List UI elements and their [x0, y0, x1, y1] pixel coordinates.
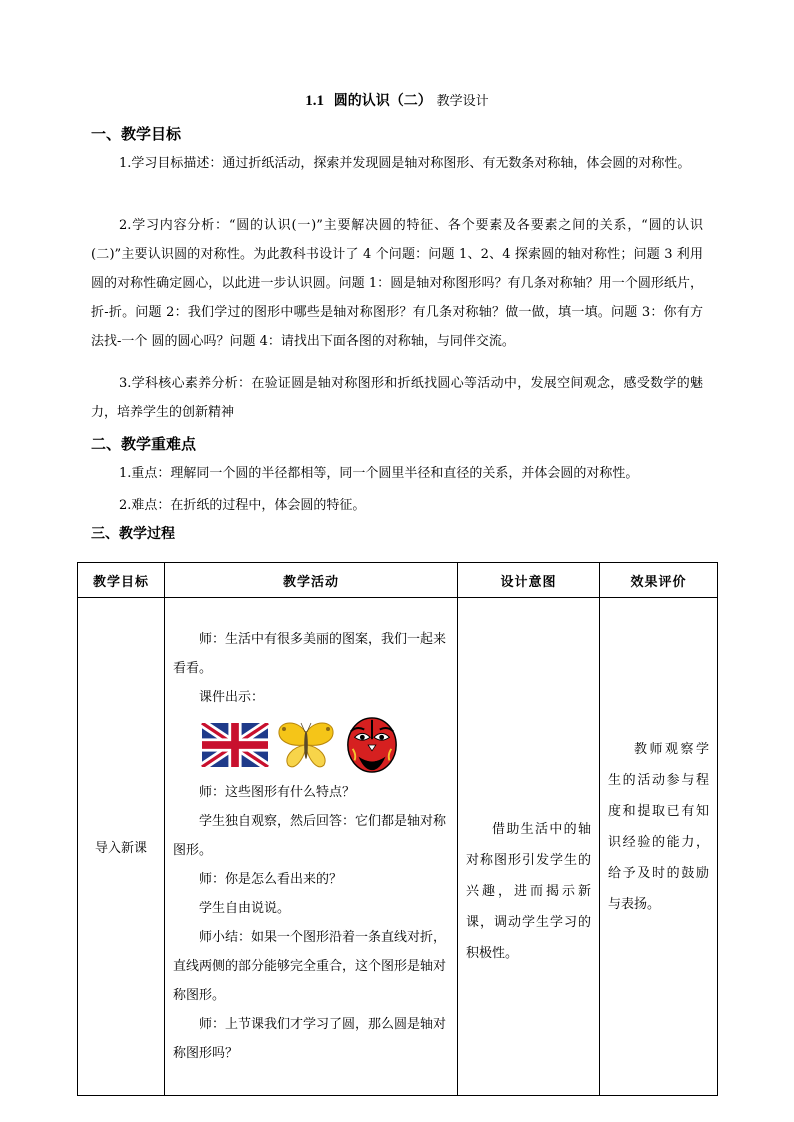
header-activity: 教学活动: [165, 563, 458, 598]
page-title: [0, 90, 794, 110]
title-suffix: 教学设计: [436, 94, 489, 109]
goal-paragraph-2: 2.学习内容分析：“圆的认识(一)”主要解决圆的特征、各个要素及各要素之间的关系，“圆的认识(二)”主要认识圆的对称性。为此教科书设计了 4 个问题：问题 1、2、4 探索圆的轴对称性；问题 3 利用圆的对称性确定圆心，以此进一步认识圆。问题 1：圆是轴对称图形吗？有几条对称轴？用一个圆形纸片，折-折。问题 2：我们学过的图形中哪些是轴对称图形？有几条对称轴？做一做，填一填。问题 3：你有方法找-一个 圆的圆心吗？问题 4：请找出下面各图的对称轴，与同伴交流。: [91, 218, 703, 349]
table-header-row: [78, 563, 718, 598]
header-intent: 设计意图: [458, 563, 600, 598]
section-heading-goals: 一、教学目标: [91, 125, 182, 143]
activity-line: 课件出示：: [199, 690, 265, 705]
cell-intent: [458, 598, 600, 1096]
table-row: [78, 598, 718, 1096]
activity-line: 师小结：如果一个图形沿着一条直线对折，直线两侧的部分能够完全重合，这个图形是轴对称图形。: [173, 930, 447, 1003]
cell-evaluation: [600, 598, 718, 1096]
title-number: 1.1: [305, 93, 325, 109]
intent-text: 借助生活中的轴对称图形引发学生的兴趣，进而揭示新课，调动学生学习的积极性。: [466, 822, 591, 961]
header-evaluation: 效果评价: [600, 563, 718, 598]
opera-mask-image: [343, 716, 401, 774]
title-main: 圆的认识（二）: [333, 93, 432, 109]
courseware-images: [165, 712, 457, 778]
header-goal: 教学目标: [78, 563, 165, 598]
lesson-plan-table: [77, 562, 718, 1096]
activity-line: 师：你是怎么看出来的？: [199, 872, 343, 887]
butterfly-image: [275, 717, 337, 773]
cell-goal: 导入新课: [78, 598, 165, 1096]
keypoint-paragraph-1: 1.重点：理解同一个圆的半径都相等，同一个圆里半径和直径的关系，并体会圆的对称性。: [119, 466, 639, 481]
goal-paragraph-3: 3.学科核心素养分析：在验证圆是轴对称图形和折纸找圆心等活动中，发展空间观念，感受数学的魅力，培养学生的创新精神: [91, 376, 703, 420]
goal-paragraph-1: 1.学习目标描述：通过折纸活动，探索并发现圆是轴对称图形、有无数条对称轴，体会圆的对称性。: [119, 156, 691, 171]
section-heading-keypoints: 二、教学重难点: [91, 435, 197, 453]
activity-line: 师：这些图形有什么特点？: [199, 785, 356, 800]
uk-flag-image: [201, 723, 269, 767]
activity-line: 师：生活中有很多美丽的图案，我们一起来看看。: [173, 632, 447, 676]
activity-line: 学生自由说说。: [199, 901, 291, 916]
keypoint-paragraph-2: 2.难点：在折纸的过程中，体会圆的特征。: [119, 498, 366, 513]
cell-activity: [165, 598, 458, 1096]
activity-line: 师：上节课我们才学习了圆，那么圆是轴对称图形吗？: [173, 1017, 447, 1061]
activity-line: 学生独自观察，然后回答：它们都是轴对称图形。: [173, 814, 447, 858]
evaluation-text: 教师观察学生的活动参与程度和提取已有知识经验的能力，给予及时的鼓励与表扬。: [608, 741, 709, 912]
section-heading-process: 三、教学过程: [91, 526, 175, 542]
